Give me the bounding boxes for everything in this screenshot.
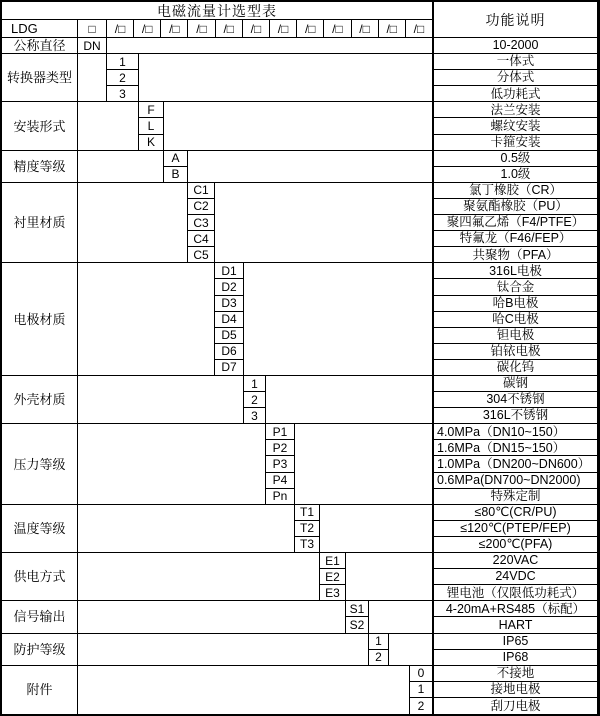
group-label-5: 电极材质 [2,263,78,376]
description-cell: 钽电极 [432,328,598,344]
group-label-10: 信号输出 [2,601,78,633]
description-cell: 0.6MPa(DN700~DN2000) [432,473,598,489]
model-slot: /□ [413,21,425,36]
description-cell: 钛合金 [432,279,598,295]
code-cell: D6 [215,344,244,360]
selector-space [78,54,107,102]
model-slot: /□ [107,20,134,37]
code-cell: D2 [215,279,244,295]
code-cell: 1 [369,634,389,650]
selector-space [320,505,432,553]
selector-space [346,553,432,601]
code-cell: 1 [244,376,266,392]
description-cell: 共聚物（PFA） [432,247,598,263]
selector-space [78,376,244,424]
description-cell: 316L不锈钢 [432,408,598,424]
code-cell: L [139,118,164,134]
model-slot-strip [107,20,432,38]
description-cell: 0.5级 [432,151,598,167]
model-slot: /□ [161,20,188,37]
code-cell: C2 [188,199,215,215]
code-cell: P1 [266,424,295,440]
code-cell: E1 [320,553,346,569]
description-cell: IP68 [432,650,598,666]
model-slot: /□ [188,20,215,37]
description-cell: 1.0MPa（DN200~DN600） [432,456,598,472]
code-cell: DN [78,38,107,54]
selector-space [78,183,188,263]
description-cell: 氯丁橡胶（CR） [432,183,598,199]
code-cell: F [139,102,164,118]
description-cell: 碳化钨 [432,360,598,376]
code-cell: K [139,135,164,151]
description-cell: 4-20mA+RS485（标配） [432,601,598,617]
code-cell: 2 [417,698,425,713]
description-cell: 哈B电极 [432,296,598,312]
description-cell: 特殊定制 [432,489,598,505]
model-slot: /□ [134,20,161,37]
selector-space [78,424,266,504]
description-cell: 碳钢 [432,376,598,392]
code-cell: P2 [266,440,295,456]
function-column-header: 功能说明 [432,2,598,38]
code-cell: S2 [346,617,369,633]
description-cell: 4.0MPa（DN10~150） [432,424,598,440]
code-cell: D5 [215,328,244,344]
selector-space [295,424,432,504]
code-cell: E3 [320,585,346,601]
code-cell: 2 [244,392,266,408]
selector-space [78,102,139,150]
group-label-6: 外壳材质 [2,376,78,424]
description-cell: 聚四氟乙烯（F4/PTFE） [432,215,598,231]
code-cell: C4 [188,231,215,247]
description-cell: 刮刀电极 [432,698,598,714]
code-cell: C1 [188,183,215,199]
selector-space [266,376,432,424]
description-cell: 卡箍安装 [432,135,598,151]
code-cell: 2 [107,70,139,86]
code-cell: C3 [188,215,215,231]
group-label-9: 供电方式 [2,553,78,601]
description-cell: 特氟龙（F46/FEP） [432,231,598,247]
model-slot: /□ [324,20,351,37]
model-slot: /□ [270,20,297,37]
selector-space [215,183,432,263]
code-cell: 3 [244,408,266,424]
description-cell: 螺纹安装 [432,118,598,134]
code-cell: C5 [188,247,215,263]
description-cell: 分体式 [432,70,598,86]
selector-space [244,263,432,376]
group-label-3: 精度等级 [2,151,78,183]
code-cell: T1 [295,505,320,521]
selector-space [78,634,369,666]
description-cell: IP65 [432,634,598,650]
description-cell: 低功耗式 [432,86,598,102]
group-label-7: 压力等级 [2,424,78,504]
code-cell: D7 [215,360,244,376]
description-cell: 接地电极 [432,682,598,698]
selector-space [78,151,164,183]
selector-space [188,151,432,183]
description-cell: 聚氨酯橡胶（PU） [432,199,598,215]
selector-space [78,666,410,714]
description-cell: 1.6MPa（DN15~150） [432,440,598,456]
selector-space [139,54,432,102]
code-cell: 2 [369,650,389,666]
description-cell: 铂铱电极 [432,344,598,360]
model-prefix: LDG [2,20,78,38]
group-label-0: 公称直径 [2,38,78,54]
selector-space [164,102,432,150]
code-cell: D4 [215,312,244,328]
code-cell: D1 [215,263,244,279]
code-cell: P3 [266,456,295,472]
description-cell: 24VDC [432,569,598,585]
model-slot: /□ [352,20,379,37]
model-slot: /□ [297,20,324,37]
code-cell: T3 [295,537,320,553]
group-label-11: 防护等级 [2,634,78,666]
description-cell: 304不锈钢 [432,392,598,408]
code-cell: E2 [320,569,346,585]
description-cell: ≤120℃(PTEP/FEP) [432,521,598,537]
code-cell: P4 [266,473,295,489]
code-cell: Pn [266,489,295,505]
selector-space [78,505,295,553]
selector-space [78,263,215,376]
code-cell: 3 [107,86,139,102]
selector-space [369,601,432,633]
description-cell: 一体式 [432,54,598,70]
description-cell: 不接地 [432,666,598,682]
group-label-2: 安装形式 [2,102,78,150]
description-cell: 316L电极 [432,263,598,279]
code-cell: 0 [410,666,432,682]
code-cell: 1 [107,54,139,70]
selector-space [78,601,346,633]
code-cell: B [164,167,188,183]
code-cell: 1 [410,682,432,698]
model-slot: /□ [216,20,243,37]
code-cell: T2 [295,521,320,537]
selector-space [78,553,320,601]
description-cell: 10-2000 [432,38,598,54]
model-slot: /□ [379,20,406,37]
group-label-4: 衬里材质 [2,183,78,263]
description-cell: 法兰安装 [432,102,598,118]
description-cell: ≤200℃(PFA) [432,537,598,553]
group-label-1: 转换器类型 [2,54,78,102]
code-cell: D3 [215,296,244,312]
code-cell: S1 [346,601,369,617]
table-title: 电磁流量计选型表 [2,2,432,20]
model-first-box: □ [78,20,107,38]
description-cell: 220VAC [432,553,598,569]
group-label-12: 附件 [2,666,78,714]
code-cell: A [164,151,188,167]
model-slot: /□ [243,20,270,37]
description-cell: 锂电池（仅限低功耗式） [432,585,598,601]
description-cell: ≤80℃(CR/PU) [432,505,598,521]
description-cell: 哈C电极 [432,312,598,328]
description-cell: 1.0级 [432,167,598,183]
selector-space [107,38,432,54]
group-label-8: 温度等级 [2,505,78,553]
description-cell: HART [432,617,598,633]
selector-space [389,634,432,666]
